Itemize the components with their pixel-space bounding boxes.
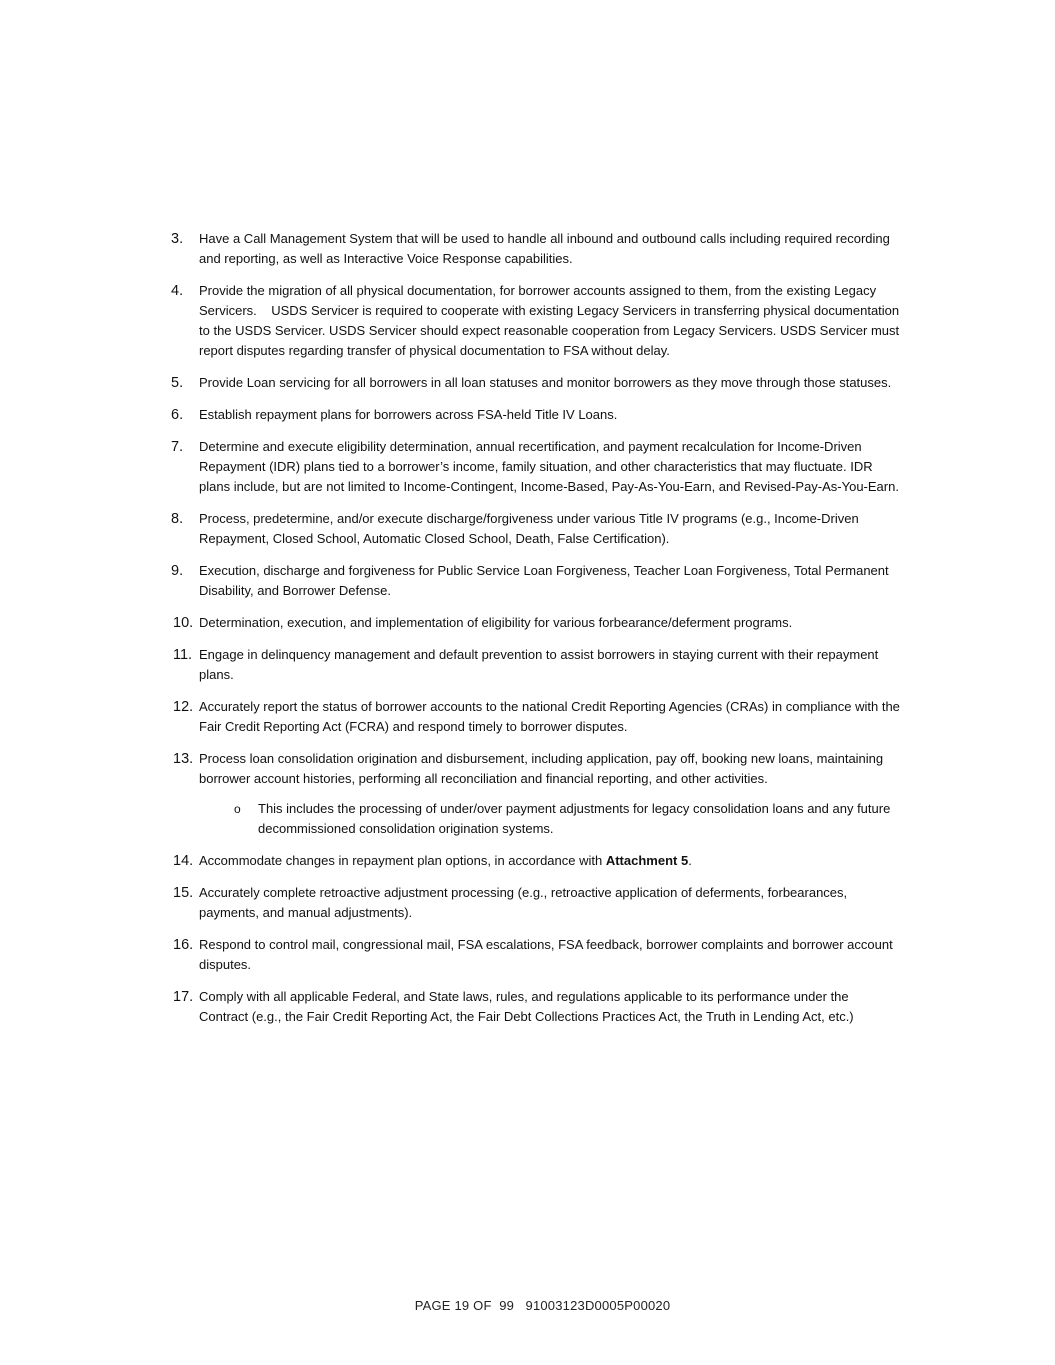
list-item <box>173 851 901 871</box>
list-item <box>173 749 901 789</box>
list-text: Process, predetermine, and/or execute discharge/forgiveness under various Title IV programs (e.g., Income-Driven Repayment, Closed School, Automatic Closed School, Death, False Certification). <box>199 511 859 546</box>
list-text: Provide the migration of all physical documentation, for borrower accounts assigned to them, from the existing Legacy Servicers. USDS Servicer is required to cooperate with existing Legacy Servicers in transferring physical documentation to the USDS Servicer. USDS Servicer should expect reasonable cooperation from Legacy Servicers. USDS Servicer must report disputes regarding transfer of physical documentation to FSA without delay. <box>199 283 903 358</box>
list-number: 4. <box>171 283 184 299</box>
list-item <box>173 883 901 923</box>
list-item <box>171 405 901 425</box>
list-number: 11. <box>173 647 193 663</box>
list-text-before: Accommodate changes in repayment plan options, in accordance with <box>199 853 606 868</box>
list-item <box>171 509 901 549</box>
list-number: 9. <box>171 563 184 579</box>
list-text <box>199 851 901 871</box>
list-text: Establish repayment plans for borrowers across FSA-held Title IV Loans. <box>199 407 618 422</box>
list-item <box>171 373 901 393</box>
list-number: 5. <box>171 375 184 391</box>
list-text: Engage in delinquency management and default prevention to assist borrowers in staying current with their repayment plans. <box>199 647 879 682</box>
list-item <box>173 645 901 685</box>
list-number: 7. <box>171 439 184 455</box>
list-number: 12. <box>173 699 194 715</box>
list-number: 3. <box>171 231 184 247</box>
page-footer: PAGE 19 OF 99 91003123D0005P00020 <box>414 1298 671 1313</box>
list-item <box>171 281 903 361</box>
list-text: Provide Loan servicing for all borrowers in all loan statuses and monitor borrowers as they move through those statuses. <box>199 375 892 390</box>
attachment-reference: Attachment 5 <box>605 853 689 868</box>
list-text: Have a Call Management System that will be used to handle all inbound and outbound calls including required recording and reporting, as well as Interactive Voice Response capabilities. <box>199 231 890 266</box>
list-number: 14. <box>173 853 194 869</box>
list-text: Accurately complete retroactive adjustment processing (e.g., retroactive application of deferments, forbearances, payments, and manual adjustments). <box>199 885 848 920</box>
list-item <box>171 561 901 601</box>
list-text: Accurately report the status of borrower accounts to the national Credit Reporting Agencies (CRAs) in compliance with the Fair Credit Reporting Act (FCRA) and respond timely to borrower disputes. <box>199 699 900 734</box>
list-number: 8. <box>171 511 184 527</box>
list-item <box>173 697 901 737</box>
list-item <box>171 229 901 269</box>
document-body <box>0 229 1055 1039</box>
list-number: 17. <box>173 989 194 1005</box>
list-item <box>173 613 901 633</box>
list-item <box>173 987 901 1027</box>
list-text: Execution, discharge and forgiveness for Public Service Loan Forgiveness, Teacher Loan Forgiveness, Total Permanent Disability, and Borrower Defense. <box>199 563 889 598</box>
list-item <box>171 437 901 497</box>
list-number: 15. <box>173 885 194 901</box>
list-number: 16. <box>173 937 194 953</box>
sub-bullet-item <box>234 799 903 839</box>
list-item <box>173 935 901 975</box>
list-number: 6. <box>171 407 184 423</box>
list-text: Determination, execution, and implementation of eligibility for various forbearance/deferment programs. <box>199 615 793 630</box>
list-number: 13. <box>173 751 194 767</box>
list-text: Respond to control mail, congressional mail, FSA escalations, FSA feedback, borrower complaints and borrower account disputes. <box>199 937 893 972</box>
list-text-after: . <box>688 853 692 868</box>
list-number: 10. <box>173 615 194 631</box>
sub-bullet-text: This includes the processing of under/over payment adjustments for legacy consolidation loans and any future decommissioned consolidation origination systems. <box>258 801 891 836</box>
list-text: Comply with all applicable Federal, and State laws, rules, and regulations applicable to its performance under the Contract (e.g., the Fair Credit Reporting Act, the Fair Debt Collections Practices Act, the Truth in Lending Act, etc.) <box>199 989 854 1024</box>
circle-bullet-icon: o <box>234 802 241 816</box>
list-text: Determine and execute eligibility determination, annual recertification, and payment recalculation for Income-Driven Repayment (IDR) plans tied to a borrower’s income, family situation, and other characteristics that may fluctuate. IDR plans include, but are not limited to Income-Contingent, Income-Based, Pay-As-You-Earn, and Revised-Pay-As-You-Earn. <box>199 439 899 494</box>
list-text: Process loan consolidation origination and disbursement, including application, pay off, booking new loans, maintaining borrower account histories, performing all reconciliation and financial reporting, and other activities. <box>199 751 884 786</box>
